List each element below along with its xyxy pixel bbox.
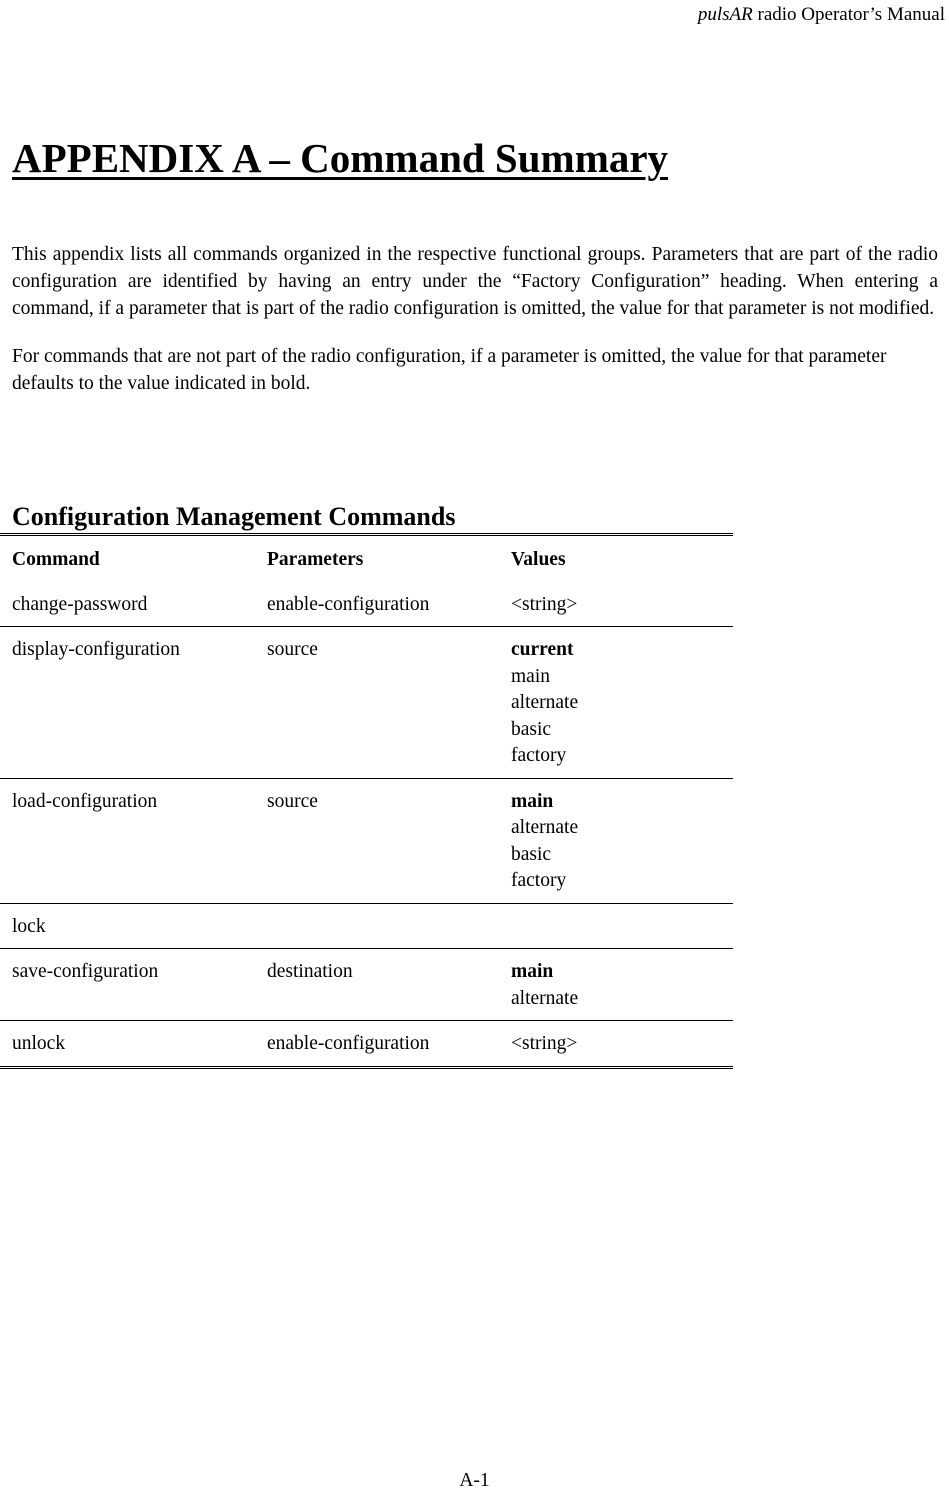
intro-paragraph-2: For commands that are not part of the radio configuration, if a parameter is omitted, the value for that parameter defaults to the value indicated in bold. xyxy=(12,346,887,394)
table-row xyxy=(0,903,733,949)
value-option: basic xyxy=(511,718,552,740)
table-body xyxy=(0,582,733,1068)
intro-paragraph-1: This appendix lists all commands organized in the respective functional groups. Parameters that are part of the radio configuration are identified by having an entry under the “Factory Configuration” heading. When entering a command, if a parameter that is part of the radio configuration is omitted, the value for that parameter is not modified. xyxy=(12,244,938,319)
value-option: main xyxy=(511,665,550,687)
value-option: <string> xyxy=(511,593,578,615)
values-cell xyxy=(499,949,733,1021)
appendix-title: APPENDIX A – Command Summary xyxy=(12,135,669,181)
command-cell: change-password xyxy=(12,593,148,615)
default-value: main xyxy=(511,961,554,982)
value-option: alternate xyxy=(511,692,579,713)
page-number: A-1 xyxy=(459,1470,490,1491)
parameter-cell: source xyxy=(267,639,318,660)
parameter-cell: enable-configuration xyxy=(267,593,430,615)
values-cell xyxy=(499,1021,733,1068)
command-cell: save-configuration xyxy=(12,961,159,982)
command-cell: lock xyxy=(12,915,46,937)
command-cell: unlock xyxy=(12,1033,66,1054)
parameter-cell: enable-configuration xyxy=(267,1033,430,1054)
value-option: factory xyxy=(511,870,567,891)
section-heading: Configuration Management Commands xyxy=(12,502,456,531)
table-row xyxy=(0,949,733,1021)
default-value: current xyxy=(511,639,574,660)
column-header-values: Values xyxy=(511,549,566,570)
table-row xyxy=(0,627,733,779)
value-option: factory xyxy=(511,745,567,766)
command-table xyxy=(0,533,733,1069)
parameter-cell: destination xyxy=(267,961,353,982)
values-cell xyxy=(499,903,733,949)
running-header xyxy=(698,4,945,26)
header-manual-title: radio Operator’s Manual xyxy=(752,4,945,25)
parameter-cell xyxy=(255,903,499,949)
values-cell xyxy=(499,778,733,903)
table-header-row xyxy=(0,535,733,582)
column-header-command: Command xyxy=(12,549,100,570)
table-row xyxy=(0,778,733,903)
column-header-parameters: Parameters xyxy=(267,549,364,570)
value-option: basic xyxy=(511,843,552,865)
values-cell xyxy=(499,627,733,779)
parameter-cell: source xyxy=(267,790,318,812)
value-option: <string> xyxy=(511,1033,578,1054)
values-cell xyxy=(499,582,733,627)
value-option: alternate xyxy=(511,817,579,838)
command-cell: load-configuration xyxy=(12,790,158,812)
command-cell: display-configuration xyxy=(12,639,180,660)
header-product-name: pulsAR xyxy=(697,4,753,25)
default-value: main xyxy=(511,790,554,812)
value-option: alternate xyxy=(511,987,579,1009)
table-row xyxy=(0,1021,733,1068)
table-row xyxy=(0,582,733,627)
